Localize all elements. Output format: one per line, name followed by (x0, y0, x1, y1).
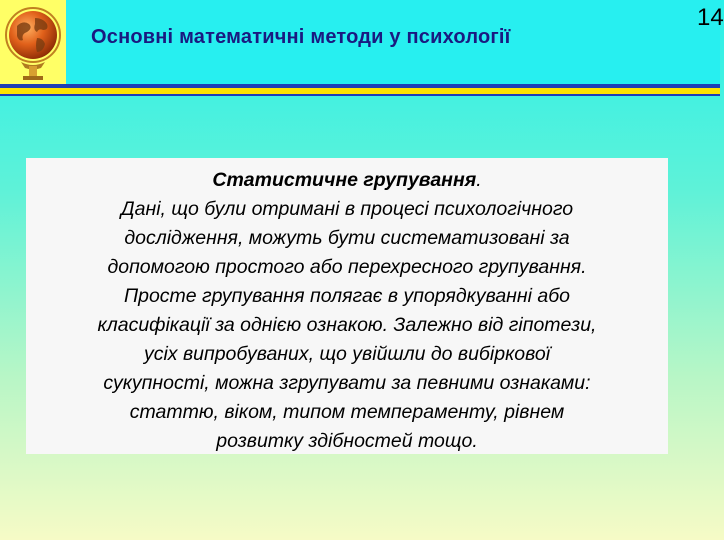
logo (0, 0, 66, 84)
slide-number: 14 (697, 4, 724, 31)
page-title: Основні математичні методи у психології (91, 26, 511, 48)
header-divider-blue-thin (0, 94, 720, 96)
content-line: розвитку здібностей тощо. (216, 430, 478, 452)
content-heading-suffix: . (476, 169, 482, 191)
content-line: сукупності, можна згрупувати за певними ознаками: (103, 372, 591, 394)
globe-on-pedestal-icon (3, 4, 63, 82)
content-line: дослідження, можуть бути систематизовані за (124, 227, 570, 249)
content-box (26, 158, 668, 454)
content-line: Дані, що були отримані в процесі психологічного (120, 198, 574, 220)
slide-header (0, 0, 724, 84)
content-line: Просте групування полягає в упорядкуванні або (123, 285, 571, 307)
content-line: статтю, віком, типом темпераменту, рівнем (129, 401, 565, 423)
content-heading: Статистичне групування (212, 169, 477, 191)
content-heading-line (26, 166, 668, 195)
content-line: допомогою простого або перехресного групування. (107, 256, 587, 278)
content-line: усіх випробуваних, що увійшли до вибіркової (143, 343, 551, 365)
content-line: класифікації за однією ознакою. Залежно від гіпотези, (97, 314, 597, 336)
